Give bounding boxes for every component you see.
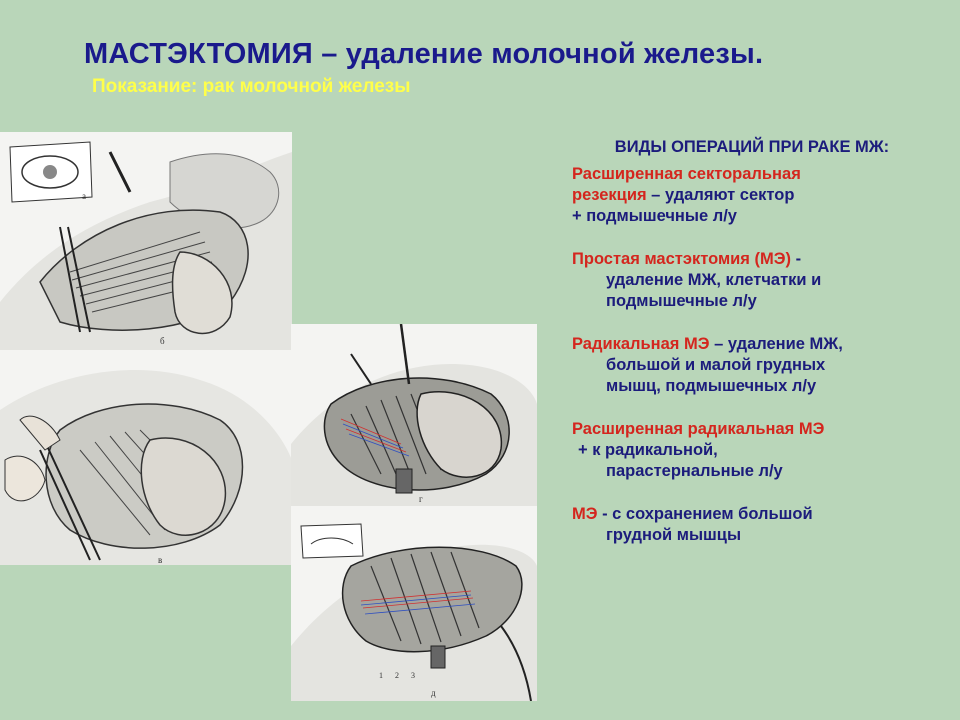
op3-line2: большой и малой грудных (606, 356, 826, 374)
slide-title (84, 38, 763, 71)
op3-line1 (572, 334, 947, 355)
op2-line1-navy: - (791, 250, 802, 268)
title-main: МАСТЭКТОМИЯ (84, 38, 313, 70)
op2-line1-red: Простая мастэктомия (МЭ) (572, 250, 791, 268)
slide-subtitle: Показание: рак молочной железы (92, 76, 411, 97)
figure-label-v: в (158, 555, 163, 565)
operations-panel (572, 137, 947, 546)
figure-number-2: 2 (395, 671, 399, 680)
op5-line2: грудной мышцы (606, 526, 742, 544)
title-rest: – удаление молочной железы. (312, 38, 764, 70)
operation-item-3 (572, 334, 947, 397)
figure-label-g: г (419, 494, 423, 504)
op2-line3: подмышечные л/у (606, 292, 757, 310)
surgery-illustration-4 (291, 506, 537, 701)
surgery-illustration-3 (291, 324, 537, 506)
op3-line1-navy: – удаление МЖ, (709, 335, 843, 353)
figure-number-1: 1 (379, 671, 383, 680)
op1-line3: + подмышечные л/у (572, 207, 737, 225)
op1-line2-red: резекция (572, 186, 647, 204)
op3-line3: мышц, подмышечных л/у (606, 377, 817, 395)
operation-item-4 (572, 419, 947, 482)
figure-label-b: б (160, 336, 165, 346)
op5-line1 (572, 504, 947, 525)
op5-line1-navy: - с сохранением большой (597, 505, 813, 523)
surgery-illustration-2 (0, 350, 292, 565)
op2-line1 (572, 249, 947, 270)
operation-item-2 (572, 249, 947, 312)
op1-line1: Расширенная секторальная (572, 165, 801, 183)
op1-line2 (572, 185, 947, 206)
op4-line1: Расширенная радикальная МЭ (572, 420, 825, 438)
op4-line2: + к радикальной, (578, 441, 718, 459)
operations-heading: ВИДЫ ОПЕРАЦИЙ ПРИ РАКЕ МЖ: (614, 138, 890, 156)
operation-item-5 (572, 504, 947, 546)
figure-label-a: а (82, 191, 86, 201)
op2-line2: удаление МЖ, клетчатки и (606, 271, 822, 289)
op5-line1-red: МЭ (572, 505, 598, 523)
op4-line3: парастернальные л/у (606, 462, 783, 480)
operation-item-1 (572, 164, 947, 227)
figure-number-3: 3 (411, 671, 415, 680)
op1-line2-navy: – удаляют сектор (646, 186, 795, 204)
surgery-illustration-1 (0, 132, 292, 350)
figure-label-d: д (431, 688, 436, 698)
op3-line1-red: Радикальная МЭ (572, 335, 710, 353)
